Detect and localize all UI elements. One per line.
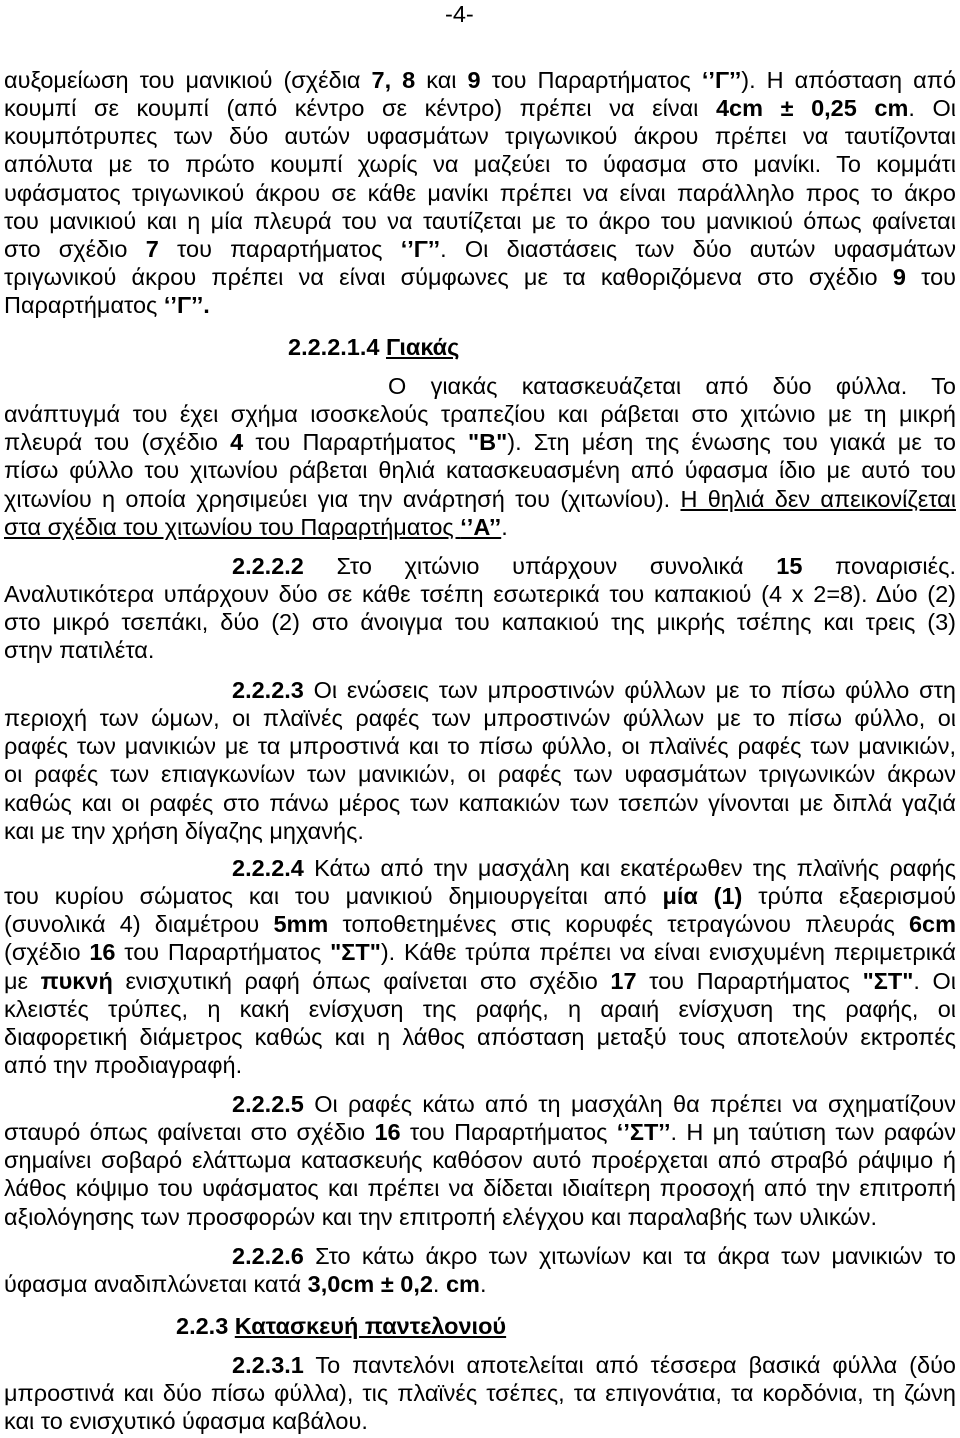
bold-text: ‘’ΣΤ’’ bbox=[616, 1119, 671, 1146]
bold-text: 9 bbox=[892, 263, 906, 290]
line-text bbox=[232, 1352, 956, 1378]
text-run: πλευρά του (σχέδιο bbox=[4, 429, 231, 456]
bold-text: μία (1) bbox=[662, 883, 743, 910]
line-text bbox=[4, 883, 956, 909]
text-run: υφάσματος τριγωνικού άκρου σε κάθε μανίκι πρέπει να είναι παράλληλο προς το άκρο bbox=[4, 179, 956, 206]
text-run: Ο γιακάς κατασκευάζεται από δύο φύλλα. Το bbox=[388, 373, 956, 399]
text-run: . Οι διαστάσεις των δύο αυτών υφασμάτων bbox=[440, 235, 956, 262]
text-line bbox=[4, 428, 956, 456]
text-line bbox=[4, 1118, 956, 1146]
text-line bbox=[4, 636, 956, 664]
line-text bbox=[4, 514, 508, 540]
line-text bbox=[4, 457, 956, 483]
line-text bbox=[4, 911, 956, 937]
text-run: ραφές των μανικιών με τα μπροστινά και το πίσω φύλλο, οι πλαϊνές ραφές των μανικιών, bbox=[4, 733, 956, 760]
line-text bbox=[4, 733, 956, 759]
text-run: κλειστές τρύπες, η κακή ενίσχυση της ραφής, η αραιή ενίσχυση της ραφής, οι bbox=[4, 995, 956, 1022]
line-text bbox=[4, 609, 956, 635]
text-line bbox=[4, 94, 956, 122]
line-text bbox=[388, 373, 956, 399]
line-text bbox=[4, 95, 956, 121]
text-run: με bbox=[4, 967, 41, 994]
bold-text: "ΣΤ" bbox=[330, 939, 381, 966]
text-line bbox=[4, 676, 956, 704]
text-run: Οι ραφές κάτω από τη μασχάλη θα πρέπει να σχηματίζουν bbox=[303, 1091, 956, 1117]
text-run: (συνολικά 4) διαμέτρου bbox=[4, 911, 274, 938]
text-line bbox=[4, 910, 956, 938]
text-run: Το παντελόνι αποτελείται από τέσσερα βασικά φύλλα (δύο bbox=[303, 1352, 956, 1378]
line-text bbox=[4, 429, 956, 455]
line-text bbox=[4, 292, 210, 318]
bold-text: ‘’Γ’’ bbox=[400, 235, 441, 262]
text-run: τοποθετημένες στις κορυφές τετραγώνου πλευράς bbox=[328, 911, 909, 938]
bold-text: 4 bbox=[230, 429, 244, 456]
text-run: από την προδιαγραφή. bbox=[4, 1051, 243, 1078]
line-text bbox=[4, 705, 956, 731]
line-text bbox=[288, 334, 459, 360]
text-run: . Η μη ταύτιση των ραφών bbox=[670, 1119, 957, 1146]
text-run: ποναρισιές. bbox=[802, 553, 956, 579]
text-line bbox=[4, 1023, 956, 1051]
text-line bbox=[4, 1379, 956, 1407]
line-text bbox=[4, 968, 956, 994]
text-run: ανάπτυγμά του έχει σχήμα ισοσκελούς τραπεζίου και ράβεται στο χιτώνιο με τη μικρή bbox=[4, 401, 956, 428]
text-line bbox=[4, 1174, 956, 1202]
text-run: του μανικιού και η μία πλευρά του να ταυτίζεται με το άκρο του μανικιού όπως φαίνεται bbox=[4, 207, 956, 234]
text-run: Παραρτήματος bbox=[4, 292, 164, 319]
bold-text: 16 bbox=[89, 939, 116, 966]
text-line bbox=[4, 1270, 956, 1298]
paragraph bbox=[4, 676, 956, 845]
bold-underlined-text: Κατασκευή παντελονιού bbox=[234, 1313, 507, 1339]
text-line bbox=[4, 1090, 956, 1118]
text-run: στο σχέδιο bbox=[4, 235, 146, 262]
line-text bbox=[4, 637, 154, 663]
line-text bbox=[232, 1243, 956, 1269]
text-run: μπροστινά και δύο πίσω φύλλα), τις πλαϊνές τσέπες, τα επιγονάτια, τα κορδόνια, τη ζώνη bbox=[4, 1380, 956, 1407]
text-line bbox=[4, 704, 956, 732]
text-line bbox=[4, 1312, 956, 1340]
text-run: του Παραρτήματος bbox=[636, 967, 863, 994]
text-run: απόλυτα με το πρώτο κουμπί χωρίς να μαζεύει το ύφασμα στο μανίκι. Το κομμάτι bbox=[4, 151, 956, 178]
bold-text: πυκνή bbox=[40, 967, 113, 994]
text-line bbox=[4, 291, 956, 319]
text-line bbox=[4, 789, 956, 817]
text-line bbox=[4, 207, 956, 235]
paragraph bbox=[4, 66, 956, 319]
text-run: Κάτω από την μασχάλη και εκατέρωθεν της πλαϊνής ραφής bbox=[303, 855, 956, 881]
text-run: διαφορετική διάμετρος καθώς και η λάθος απόσταση μεταξύ τους αποτελούν εκτροπές bbox=[4, 1023, 956, 1050]
line-text bbox=[4, 1380, 956, 1406]
text-line bbox=[4, 1351, 956, 1379]
bold-text: 3,0cm ± 0,2 bbox=[307, 1271, 433, 1298]
text-run: λάθος κόψιμο του υφάσματος και πρέπει να δίδεται ιδιαίτερη προσοχή από την επιτροπή bbox=[4, 1175, 956, 1202]
text-run: στο μικρό τσεπάκι, δύο (2) στο άνοιγμα του καπακιού της μικρής τσέπης και τρεις (3) bbox=[4, 609, 956, 636]
text-line bbox=[4, 122, 956, 150]
text-run: πίσω φύλλο του χιτωνίου ράβεται θηλιά κατασκευασμένη από ύφασμα ίδιο με αυτό του bbox=[4, 457, 956, 484]
text-run: περιοχή των ώμων, οι πλαϊνές ραφές των μπροστινών φύλλων με το πίσω φύλλο, οι bbox=[4, 705, 956, 732]
text-line bbox=[4, 580, 956, 608]
text-run: του Παραρτήματος bbox=[480, 67, 702, 93]
text-run: του κυρίου σώματος και του μανικιού δημιουργείται από bbox=[4, 883, 663, 910]
text-line bbox=[4, 760, 956, 788]
text-line bbox=[4, 1407, 956, 1435]
line-text bbox=[232, 1091, 956, 1117]
line-text bbox=[4, 939, 956, 965]
bold-text: cm bbox=[445, 1271, 480, 1298]
text-run: σταυρό όπως φαίνεται στο σχέδιο bbox=[4, 1119, 375, 1146]
text-run: αυξομείωση του μανικιού (σχέδια bbox=[4, 67, 372, 93]
line-text bbox=[4, 123, 956, 149]
line-text bbox=[4, 208, 956, 234]
text-run: τρύπα εξαερισμού bbox=[742, 883, 956, 910]
text-line bbox=[4, 732, 956, 760]
bold-text: 17 bbox=[610, 967, 637, 994]
bold-text: 2.2.2.3 bbox=[232, 677, 304, 703]
line-text bbox=[4, 180, 956, 206]
text-line bbox=[4, 854, 956, 882]
text-line bbox=[4, 967, 956, 995]
text-run: Στο χιτώνιο υπάρχουν συνολικά bbox=[303, 553, 777, 579]
text-line bbox=[4, 1203, 956, 1231]
paragraph bbox=[4, 552, 956, 665]
bold-text: 15 bbox=[776, 553, 803, 579]
paragraph bbox=[4, 854, 956, 1079]
text-run: . Οι bbox=[908, 95, 956, 122]
line-text bbox=[232, 553, 956, 579]
text-line bbox=[4, 456, 956, 484]
text-run: Αναλυτικότερα υπάρχουν δύο σε κάθε τσέπη εσωτερικά του καπακιού (4 x 2=8). Δύο (2) bbox=[4, 581, 956, 608]
paragraph bbox=[4, 1090, 956, 1231]
section-heading bbox=[4, 1312, 956, 1340]
line-text bbox=[4, 236, 956, 262]
line-text bbox=[232, 855, 956, 881]
line-text bbox=[4, 1175, 956, 1201]
line-text bbox=[4, 818, 364, 844]
text-line bbox=[4, 333, 956, 361]
text-line bbox=[4, 179, 956, 207]
section-heading bbox=[4, 333, 956, 361]
text-run: του Παραρτήματος bbox=[243, 429, 468, 456]
paragraph bbox=[4, 372, 956, 541]
underlined-text: Η θηλιά δεν απεικονίζεται bbox=[680, 485, 956, 512]
bold-text: 2.2.2.2 bbox=[232, 553, 304, 579]
text-run: κουμπότρυπες των δύο αυτών υφασμάτων τριγωνικού άκρου πρέπει να ταυτίζονται bbox=[4, 123, 956, 150]
line-text bbox=[4, 67, 956, 93]
line-text bbox=[4, 1204, 877, 1230]
text-line bbox=[4, 513, 956, 541]
text-run: . Οι bbox=[913, 967, 957, 994]
bold-text: 7, 8 bbox=[371, 67, 416, 93]
text-run: ). Η απόσταση από bbox=[741, 67, 957, 93]
bold-text: 9 bbox=[467, 67, 481, 93]
line-text bbox=[4, 996, 956, 1022]
text-run: και το ενισχυτικό ύφασμα καβάλου. bbox=[4, 1408, 368, 1435]
text-run: . bbox=[479, 1271, 487, 1298]
bold-text: ‘’Γ’’. bbox=[163, 292, 210, 319]
text-run: στην πατιλέτα. bbox=[4, 637, 155, 664]
text-run: καθώς και οι ραφές στο πάνω μέρος των καπακιών των τσεπών γίνονται με διπλά γαζιά bbox=[4, 789, 956, 816]
line-text bbox=[4, 1408, 368, 1434]
text-run: ). Στη μέση της ένωσης του γιακά με το bbox=[507, 429, 957, 456]
line-text bbox=[4, 581, 956, 607]
text-line bbox=[4, 235, 956, 263]
text-line bbox=[4, 263, 956, 291]
bold-text: 2.2.2.1.4 bbox=[288, 334, 386, 360]
line-text bbox=[4, 151, 956, 177]
text-line bbox=[4, 66, 956, 94]
text-line bbox=[4, 400, 956, 428]
paragraph bbox=[4, 1242, 956, 1298]
text-line bbox=[4, 372, 956, 400]
bold-text: 4cm ± 0,25 cm bbox=[715, 95, 909, 122]
paragraph bbox=[4, 1351, 956, 1435]
text-run: του παραρτήματος bbox=[158, 235, 401, 262]
bold-underlined-text: ‘’Α’’ bbox=[460, 513, 502, 540]
line-text bbox=[4, 1119, 956, 1145]
line-text bbox=[4, 761, 956, 787]
bold-text: "ΣΤ" bbox=[862, 967, 914, 994]
bold-text: 2.2.3.1 bbox=[232, 1352, 304, 1378]
text-run: κουμπί σε κουμπί (από κέντρο σε κέντρο) πρέπει να είναι bbox=[4, 95, 716, 122]
text-run: . bbox=[501, 513, 508, 540]
text-run: αξιολόγησης των προσφορών και την επιτροπή ελέγχου και παραλαβής των υλικών. bbox=[4, 1203, 877, 1230]
bold-text: 16 bbox=[374, 1119, 401, 1146]
bold-text: 2.2.3 bbox=[176, 1313, 235, 1339]
line-text bbox=[4, 1024, 956, 1050]
text-run: τριγωνικού άκρου πρέπει να είναι σύμφωνες με τα καθοριζόμενα στο σχέδιο bbox=[4, 263, 893, 290]
line-text bbox=[4, 264, 956, 290]
text-line bbox=[4, 817, 956, 845]
bold-text: 2.2.2.5 bbox=[232, 1091, 304, 1117]
text-line bbox=[4, 150, 956, 178]
text-run: του Παραρτήματος bbox=[400, 1119, 617, 1146]
bold-text: "Β" bbox=[468, 429, 508, 456]
line-text bbox=[4, 790, 956, 816]
text-run: και bbox=[415, 67, 468, 93]
bold-text: 2.2.2.6 bbox=[232, 1243, 304, 1269]
text-line bbox=[4, 608, 956, 636]
text-run: . bbox=[432, 1271, 446, 1298]
page-number: -4- bbox=[445, 1, 474, 27]
text-line bbox=[4, 485, 956, 513]
line-text bbox=[4, 1147, 956, 1173]
text-run: Οι ενώσεις των μπροστινών φύλλων με το πίσω φύλλο στη bbox=[303, 677, 956, 703]
text-run: σημαίνει σοβαρό ελάττωμα κατασκευής καθόσον αυτό προέρχεται από στραβό ράψιμο ή bbox=[4, 1147, 956, 1174]
text-line bbox=[4, 995, 956, 1023]
bold-underlined-text: Γιακάς bbox=[386, 334, 460, 360]
text-run: ενισχυτική ραφή όπως φαίνεται στο σχέδιο bbox=[112, 967, 611, 994]
text-run: του bbox=[905, 263, 956, 290]
text-run: (σχέδιο bbox=[4, 939, 90, 966]
text-line bbox=[4, 1242, 956, 1270]
text-run: ). Κάθε τρύπα πρέπει να είναι ενισχυμένη περιμετρικά bbox=[380, 939, 957, 966]
text-run: οι ραφές των επιαγκωνίων των μανικιών, οι ραφές των υφασμάτων τριγωνικών άκρων bbox=[4, 761, 956, 788]
line-text bbox=[176, 1313, 506, 1339]
line-text bbox=[4, 401, 956, 427]
text-run: χιτωνίου η οποία χρησιμεύει για την ανάρτησή του (χιτωνίου). bbox=[4, 485, 681, 512]
line-text bbox=[4, 1271, 486, 1297]
line-text bbox=[4, 1052, 242, 1078]
text-run: Στο κάτω άκρο των χιτωνίων και τα άκρα των μανικιών το bbox=[303, 1243, 956, 1269]
line-text bbox=[232, 677, 956, 703]
bold-text: 6cm bbox=[908, 911, 956, 938]
text-line bbox=[4, 552, 956, 580]
text-run: ύφασμα αναδιπλώνεται κατά bbox=[4, 1271, 308, 1298]
text-run: και με την χρήση δίγαζης μηχανής. bbox=[4, 817, 364, 844]
bold-text: 2.2.2.4 bbox=[232, 855, 304, 881]
text-line bbox=[4, 938, 956, 966]
text-run: του Παραρτήματος bbox=[115, 939, 331, 966]
bold-text: 7 bbox=[145, 235, 159, 262]
line-text bbox=[4, 486, 956, 512]
bold-text: 5mm bbox=[273, 911, 329, 938]
text-line bbox=[4, 1146, 956, 1174]
text-line bbox=[4, 882, 956, 910]
bold-text: ‘’Γ’’ bbox=[701, 67, 742, 93]
underlined-text: στα σχέδια του χιτωνίου του Παραρτήματος bbox=[4, 513, 461, 540]
text-line bbox=[4, 1051, 956, 1079]
